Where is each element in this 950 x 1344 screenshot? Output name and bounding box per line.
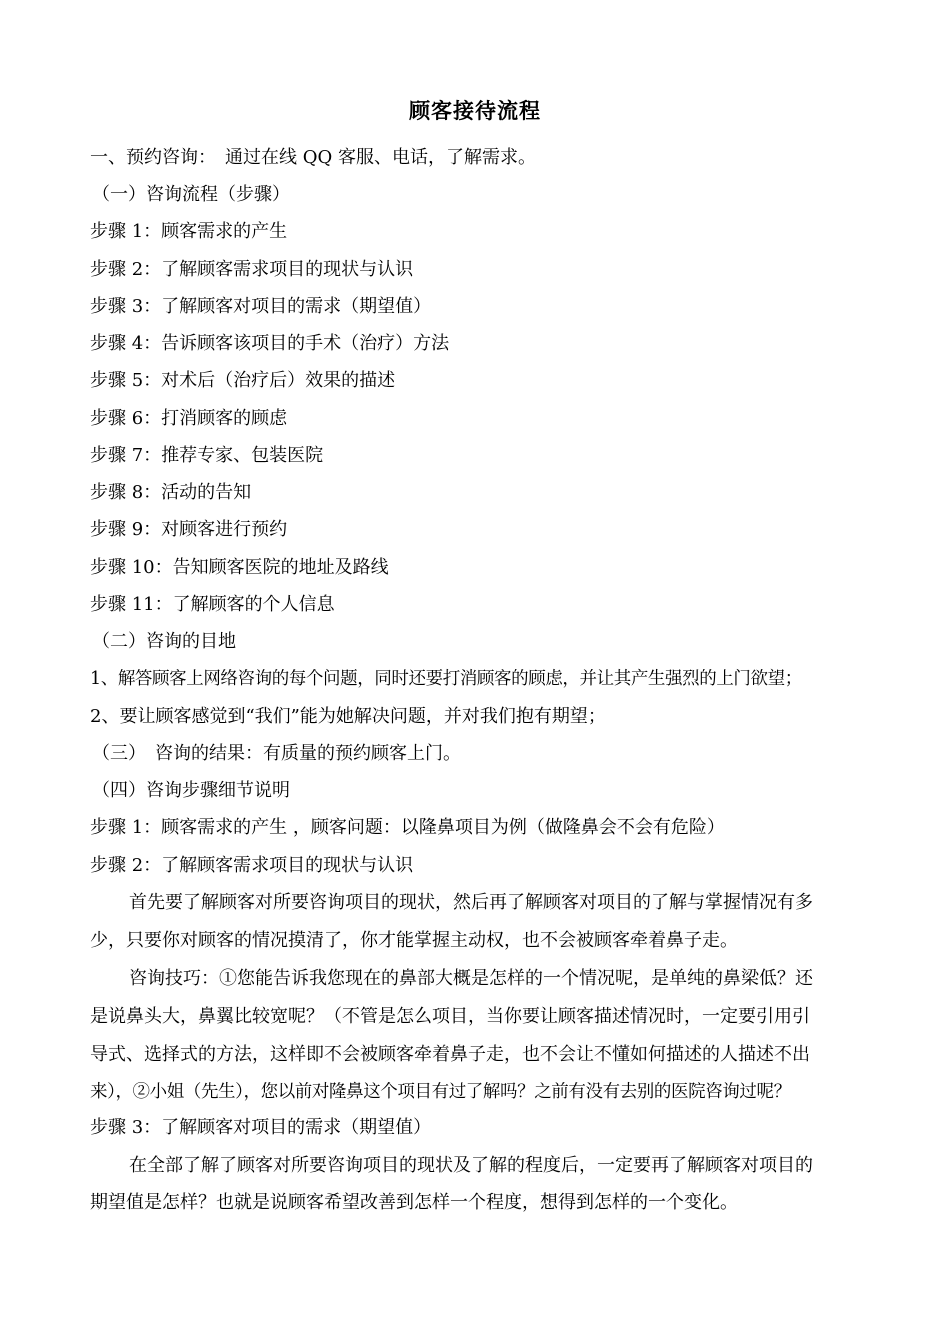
step-line: 步骤 1：顾客需求的产生 ，顾客问题：以隆鼻项目为例（做隆鼻会不会有危险） [90,817,725,838]
step-line: 步骤 1：顾客需求的产生 [90,221,288,242]
step-line: 步骤 11：了解顾客的个人信息 [90,594,335,615]
section-heading: （一）咨询流程（步骤） [92,184,290,205]
step-line: 步骤 3：了解顾客对项目的需求（期望值） [90,296,432,317]
paragraph-line: 1、解答顾客上网络咨询的每个问题，同时还要打消顾客的顾虑，并让其产生强烈的上门欲望； [90,669,802,689]
paragraph-line: 一、预约咨询： 通过在线 QQ 客服、电话，了解需求。 [90,147,536,168]
step-line: 步骤 3：了解顾客对项目的需求（期望值） [90,1117,432,1138]
paragraph-line: 在全部了解了顾客对所要咨询项目的现状及了解的程度后，一定要再了解顾客对项目的 [129,1155,813,1176]
step-line: 步骤 2：了解顾客需求项目的现状与认识 [90,259,414,280]
section-heading: （四）咨询步骤细节说明 [92,780,290,801]
paragraph-line: 导式、选择式的方法，这样即不会被顾客牵着鼻子走，也不会让不懂如何描述的人描述不出 [90,1044,810,1065]
document-title: 顾客接待流程 [409,99,541,123]
step-line: 步骤 5：对术后（治疗后）效果的描述 [90,370,396,391]
paragraph-line: 首先要了解顾客对所要咨询项目的现状，然后再了解顾客对项目的了解与掌握情况有多 [129,892,813,913]
paragraph-line: 2、要让顾客感觉到“我们”能为她解决问题，并对我们抱有期望； [90,706,606,727]
section-heading: （二）咨询的目地 [92,631,236,652]
step-line: 步骤 7：推荐专家、包装医院 [90,445,324,466]
paragraph-line: 来），②小姐（先生），您以前对隆鼻这个项目有过了解吗？之前有没有去别的医院咨询过呢？ [90,1082,791,1102]
step-line: 步骤 6：打消顾客的顾虑 [90,408,288,429]
step-line: 步骤 9：对顾客进行预约 [90,519,288,540]
paragraph-line: 期望值是怎样？也就是说顾客希望改善到怎样一个程度，想得到怎样的一个变化。 [90,1192,738,1213]
step-line: 步骤 2：了解顾客需求项目的现状与认识 [90,855,414,876]
paragraph-line: 少，只要你对顾客的情况摸清了，你才能掌握主动权，也不会被顾客牵着鼻子走。 [90,930,738,951]
paragraph-line: 是说鼻头大，鼻翼比较宽呢？（不管是怎么项目，当你要让顾客描述情况时，一定要引用引 [90,1006,810,1027]
step-line: 步骤 4：告诉顾客该项目的手术（治疗）方法 [90,333,450,354]
step-line: 步骤 8：活动的告知 [90,482,252,503]
step-line: 步骤 10：告知顾客医院的地址及路线 [90,557,389,578]
paragraph-line: 咨询技巧：①您能告诉我您现在的鼻部大概是怎样的一个情况呢，是单纯的鼻梁低？还 [129,968,813,989]
section-heading: （三） 咨询的结果：有质量的预约顾客上门。 [92,743,461,764]
